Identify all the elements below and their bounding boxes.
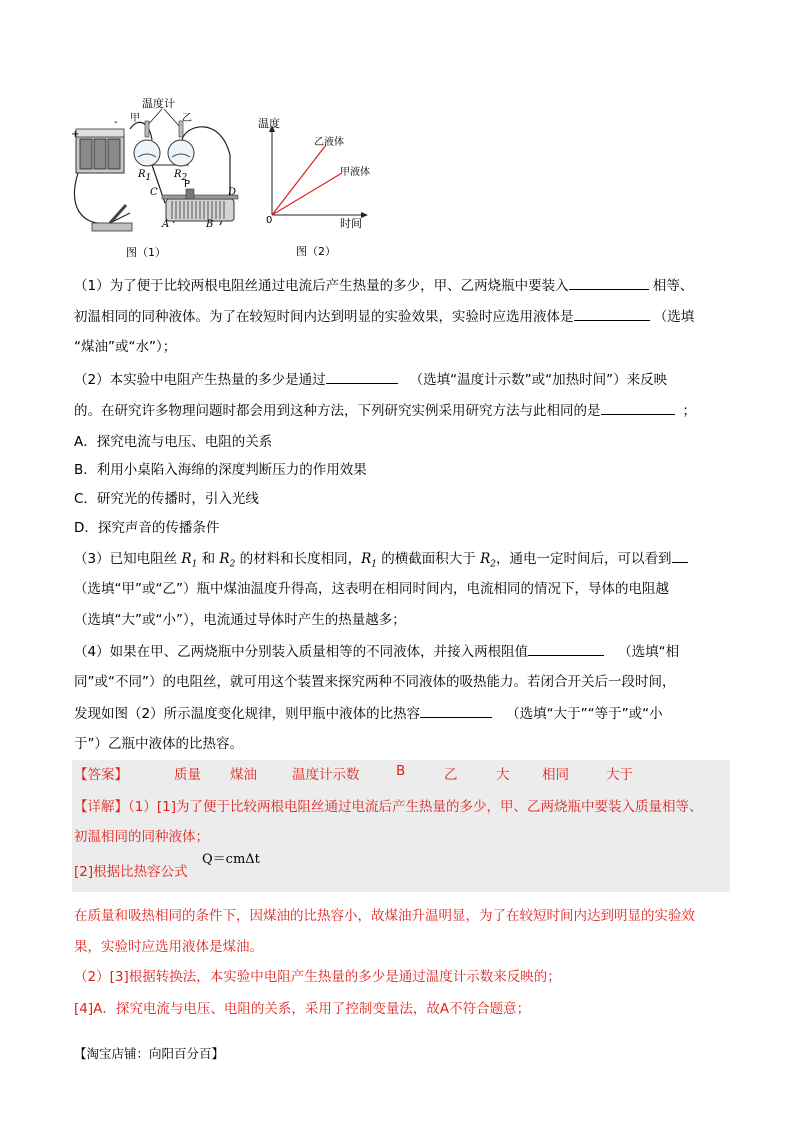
option-b: B．利用小桌陷入海绵的深度判断压力的作用效果: [74, 462, 367, 478]
slider-p-label: P: [184, 179, 191, 190]
terminal-d-label: D: [228, 187, 237, 198]
answer-2: 煤油: [230, 767, 257, 783]
blank-1: [569, 275, 649, 290]
temperature-graph: [256, 115, 386, 265]
plus-terminal-label: +: [71, 129, 80, 140]
explanation-line-5: 果，实验时应选用液体是煤油。: [74, 939, 263, 955]
explanation-line-7: [4]A．探究电流与电压、电阻的关系，采用了控制变量法，故A不符合题意；: [74, 1001, 531, 1017]
footer-shop-label: 【淘宝店铺：向阳百分百】: [74, 1046, 225, 1061]
circuit-diagram: [70, 95, 250, 260]
terminal-a-label: A: [162, 219, 170, 230]
question-3-line-2: （选填“甲”或“乙”）瓶中煤油温度升得高，这表明在相同时间内，电流相同的情况下，导体的电阻越: [74, 581, 669, 597]
question-2-line-2: 的。在研究许多物理问题时都会用到这种方法，下列研究实例采用研究方法与此相同的是 ；: [74, 400, 696, 421]
answer-label: 【答案】: [74, 767, 128, 783]
option-d: D．探究声音的传播条件: [74, 520, 220, 536]
answer-5: 乙: [444, 767, 458, 783]
question-2-line-1: （2）本实验中电阻产生热量的多少是通过 （选填“温度计示数”或“加热时间”）来反映: [74, 369, 667, 390]
blank-5: [672, 548, 688, 563]
blank-4: [601, 400, 675, 415]
blank-6: [528, 641, 604, 656]
series-a-label: 甲液体: [340, 167, 370, 178]
question-3-line-3: （选填“大”或“小”），电流通过导体时产生的热量越多；: [74, 612, 406, 628]
answer-4: B: [396, 763, 406, 779]
flask-b-label: 乙: [182, 113, 192, 124]
circuit-figure: [70, 95, 250, 260]
minus-terminal-label: -: [114, 117, 118, 128]
figure1-caption: 图（1）: [126, 246, 166, 259]
option-a: A．探究电流与电压、电阻的关系: [74, 434, 273, 450]
r1-label: $R_1$: [138, 169, 152, 183]
terminal-b-label: B: [206, 219, 214, 230]
series-b-label: 乙液体: [314, 137, 344, 148]
blank-3: [326, 369, 398, 384]
question-1-line-2: 初温相同的同种液体。为了在较短时间内达到明显的实验效果，实验时应选用液体是 （选填: [74, 306, 694, 327]
specific-heat-formula: Q＝cmΔt: [202, 852, 260, 867]
answer-6: 大: [496, 767, 510, 783]
question-4-line-4: 于”）乙瓶中液体的比热容。: [74, 736, 243, 752]
series-b-line: [272, 145, 326, 215]
explanation-line-2: 初温相同的同种液体；: [74, 829, 209, 845]
thermometer-label: 温度计: [142, 97, 175, 110]
series-a-line: [272, 173, 342, 215]
explanation-line-6: （2）[3]根据转换法，本实验中电阻产生热量的多少是通过温度计示数来反映的；: [74, 969, 561, 985]
graph-ylabel: 温度: [258, 117, 280, 130]
question-4-line-2: 同”或“不同”）的电阻丝，就可用这个装置来探究两种不同液体的吸热能力。若闭合开关后一段时间，: [74, 674, 676, 690]
question-4-line-3: 发现如图（2）所示温度变化规律，则甲瓶中液体的比热容 （选填“大于”“等于”或“小: [74, 703, 663, 724]
answer-7: 相同: [542, 767, 569, 783]
graph-xlabel: 时间: [340, 217, 362, 230]
blank-7: [420, 703, 492, 718]
flask-a-label: 甲: [130, 113, 140, 124]
blank-2: [574, 306, 650, 321]
explanation-line-1: 【详解】（1）[1]为了便于比较两根电阻丝通过电流后产生热量的多少，甲、乙两烧瓶中要装入质量相等、: [74, 799, 703, 815]
graph-origin: 0: [266, 215, 273, 226]
option-c: C．研究光的传播时，引入光线: [74, 491, 259, 507]
question-1-line-1: （1）为了便于比较两根电阻丝通过电流后产生热量的多少，甲、乙两烧瓶中要装入 相等、: [74, 275, 693, 296]
answer-8: 大于: [606, 767, 633, 783]
r2-label: $R_2$: [174, 169, 188, 183]
figure2-caption: 图（2）: [296, 245, 336, 258]
explanation-line-3: [2]根据比热容公式: [74, 864, 188, 880]
answer-1: 质量: [174, 767, 201, 783]
question-4-line-1: （4）如果在甲、乙两烧瓶中分别装入质量相等的不同液体，并接入两根阻值 （选填“相: [74, 641, 679, 662]
question-3-line-1: （3）已知电阻丝 $R_1$ 和 $R_2$ 的材料和长度相同，$R_1$ 的横截面积大于 $R_2$，通电一定时间后，可以看到: [74, 548, 688, 575]
answer-3: 温度计示数: [292, 767, 360, 783]
question-1-line-3: “煤油”或“水”）；: [74, 339, 177, 355]
terminal-c-label: C: [150, 187, 158, 198]
explanation-line-4: 在质量和吸热相同的条件下，因煤油的比热容小，故煤油升温明显，为了在较短时间内达到明显的实验效: [74, 908, 695, 924]
